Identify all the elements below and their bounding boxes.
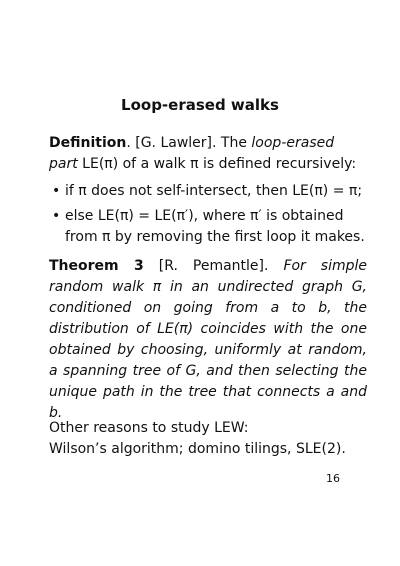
- definition-label: Definition: [49, 135, 127, 151]
- slide-title: Loop-erased walks: [121, 96, 279, 114]
- other-reasons-heading: Other reasons to study LEW:: [49, 420, 249, 436]
- definition-attribution: . [G. Lawler]. The: [126, 135, 252, 151]
- definition-block: [49, 133, 367, 248]
- other-reasons-block: [49, 418, 367, 460]
- definition-bullet: • if π does not self-intersect, then LE(π) = π;: [49, 181, 367, 202]
- theorem-label: Theorem 3: [49, 258, 144, 274]
- page-number: 16: [326, 472, 340, 485]
- theorem-block: [49, 256, 367, 424]
- definition-text: LE(π) of a walk π is defined recursively:: [82, 156, 357, 172]
- definition-intro: [49, 133, 367, 175]
- definition-bullet: • else LE(π) = LE(π′), where π′ is obtained from π by removing the first loop it makes.: [49, 206, 367, 248]
- theorem-statement: For simple random walk π in an undirected graph G, conditioned on going from a to b, the distribution of LE(π) coincides with the one obtained by choosing, uniformly at random, a spanning tree of G, and then selecting the unique path in the tree that connects a and b.: [49, 258, 368, 421]
- other-reasons-list: Wilson’s algorithm; domino tilings, SLE(2).: [49, 441, 346, 457]
- definition-term: loop-erased part: [49, 135, 335, 172]
- theorem-attribution: [R. Pemantle].: [143, 258, 284, 274]
